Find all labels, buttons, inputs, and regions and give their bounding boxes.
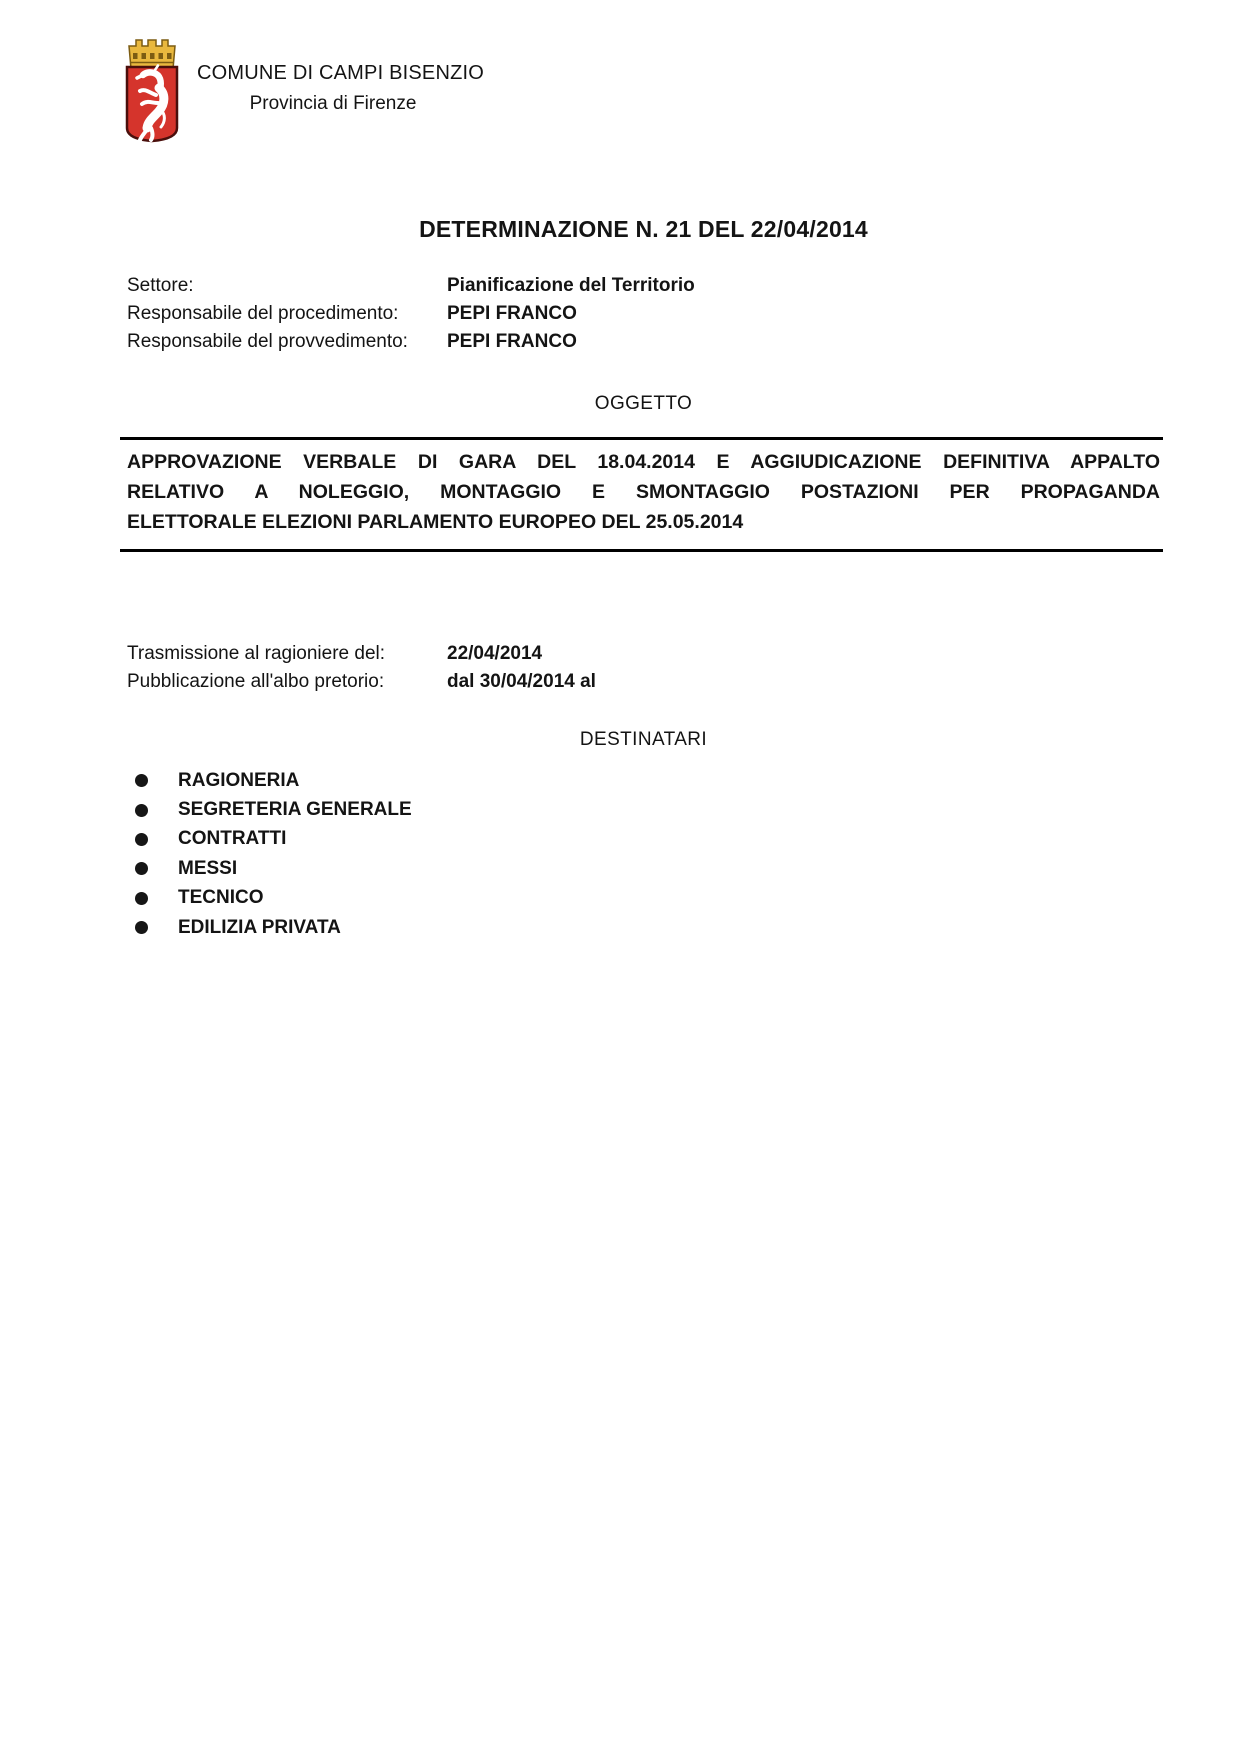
meta-value: PEPI FRANCO (447, 331, 577, 352)
destinatario-label: CONTRATTI (178, 828, 287, 850)
list-item (127, 913, 1160, 942)
bullet-icon (135, 862, 148, 875)
destinatari-heading: DESTINATARI (579, 729, 708, 750)
meta-label: Pubblicazione all'albo pretorio: (127, 671, 385, 692)
meta-section (127, 272, 1160, 356)
destinatario-label: MESSI (178, 857, 238, 879)
destinatario-label: RAGIONERIA (178, 769, 300, 791)
municipality-name: COMUNE DI CAMPI BISENZIO (197, 62, 485, 84)
oggetto-line: RELATIVO A NOLEGGIO, MONTAGGIO E SMONTAGGIO POSTAZIONI PER PROPAGANDA (127, 481, 1160, 503)
list-item (127, 766, 1160, 795)
meta-value: dal 30/04/2014 al (447, 671, 596, 692)
meta-row-settore (127, 272, 1160, 300)
bullet-icon (135, 774, 148, 787)
horizontal-rule (120, 549, 1163, 552)
meta-row-trasmissione (127, 640, 1160, 668)
destinatario-label: SEGRETERIA GENERALE (178, 799, 412, 821)
bullet-icon (135, 833, 148, 846)
list-item (127, 825, 1160, 854)
municipal-coat-of-arms-icon (120, 36, 184, 144)
horizontal-rule (120, 437, 1163, 440)
list-item (127, 795, 1160, 824)
meta-row-pubblicazione (127, 668, 1160, 696)
bullet-icon (135, 892, 148, 905)
destinatario-label: EDILIZIA PRIVATA (178, 916, 341, 938)
oggetto-body (127, 447, 1160, 537)
meta-value: PEPI FRANCO (447, 303, 577, 324)
meta-value: Pianificazione del Territorio (447, 275, 695, 296)
list-item (127, 854, 1160, 883)
bullet-icon (135, 921, 148, 934)
meta-value: 22/04/2014 (447, 643, 543, 664)
destinatario-label: TECNICO (178, 887, 264, 909)
bullet-icon (135, 804, 148, 817)
meta-label: Settore: (127, 275, 194, 296)
meta-row-resp-procedimento (127, 300, 1160, 328)
publication-section (127, 640, 1160, 696)
document-title: DETERMINAZIONE N. 21 DEL 22/04/2014 (419, 216, 868, 242)
meta-row-resp-provvedimento (127, 328, 1160, 356)
oggetto-line: APPROVAZIONE VERBALE DI GARA DEL 18.04.2014 E AGGIUDICAZIONE DEFINITIVA APPALTO (127, 451, 1160, 473)
meta-label: Trasmissione al ragioniere del: (127, 643, 386, 664)
province-name: Provincia di Firenze (249, 93, 417, 114)
oggetto-line: ELETTORALE ELEZIONI PARLAMENTO EUROPEO DEL 25.05.2014 (127, 511, 744, 533)
oggetto-heading: OGGETTO (594, 393, 693, 414)
header-org-block (197, 62, 485, 115)
destinatari-list (127, 766, 1160, 942)
meta-label: Responsabile del procedimento: (127, 303, 399, 324)
meta-label: Responsabile del provvedimento: (127, 331, 408, 352)
list-item (127, 884, 1160, 913)
mural-crown-icon (129, 40, 175, 69)
